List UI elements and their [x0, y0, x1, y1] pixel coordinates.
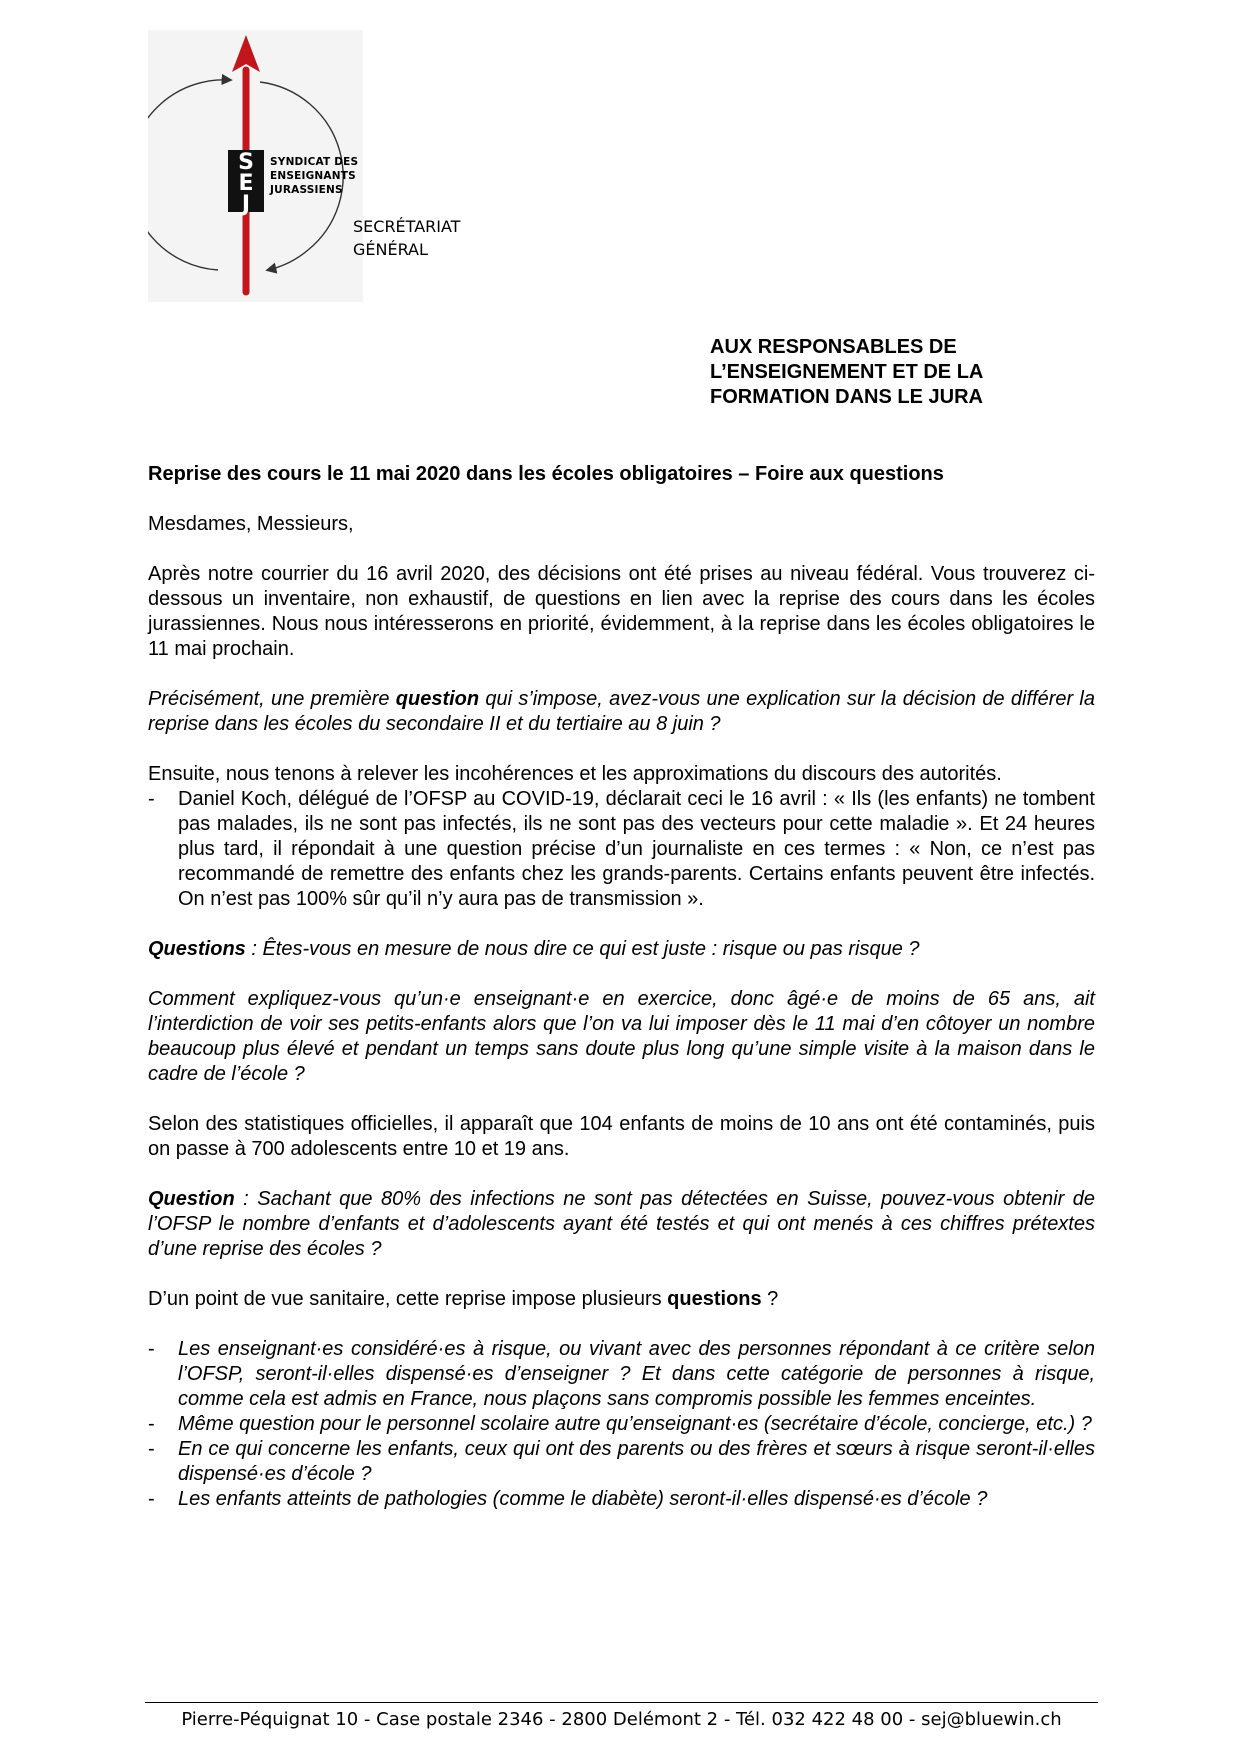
letter-body: [148, 462, 1095, 1512]
union-name-line: ENSEIGNANTS: [270, 170, 356, 182]
paragraph-statistics: Selon des statistiques officielles, il apparaît que 104 enfants de moins de 10 ans ont été contaminés, puis on passe à 700 adolescents entre 10 et 19 ans.: [148, 1113, 1095, 1160]
bullet-dash: -: [148, 1438, 155, 1460]
question-secondary-postponement: [148, 687, 1095, 737]
list-item: [148, 1487, 1095, 1512]
text-run: Précisément, une première: [148, 688, 396, 710]
bold-term: Question: [148, 1188, 235, 1210]
bold-term: questions: [667, 1288, 762, 1310]
list-item-text: Les enfants atteints de pathologies (comme le diabète) seront-il·elles dispensé·es d’école ?: [178, 1488, 988, 1510]
recipient-line: FORMATION DANS LE JURA: [710, 386, 983, 408]
bullet-dash: -: [148, 1413, 155, 1435]
footer-address: Pierre-Péquignat 10 - Case postale 2346 - 2800 Delémont 2 - Tél. 032 422 48 00 - sej@bluewin.ch: [181, 1709, 1062, 1730]
list-item-text: Daniel Koch, délégué de l’OFSP au COVID-19, déclarait ceci le 16 avril : « Ils (les enfants) ne tombent pas malades, ils ne sont pas infectés, ils ne sont pas des vecteurs pour cette maladie ». Et 24 heures plus tard, il répondait à une question précise d’un journaliste en ces termes : « Non, ce n’est pas recommandé de remettre des enfants chez les grands-parents. Certains enfants peuvent être infectés. On n’est pas 100% sûr qu’il n’y aura pas de transmission ».: [178, 788, 1095, 910]
sej-mark: SEJ: [228, 150, 264, 212]
quote-list: [148, 787, 1095, 912]
recipient-line: L’ENSEIGNEMENT ET DE LA: [710, 361, 984, 383]
secretariat-line: GÉNÉRAL: [353, 240, 428, 259]
bold-term: Questions: [148, 938, 246, 960]
circle-arc-top: [148, 80, 230, 270]
list-item: [148, 1337, 1095, 1412]
union-name: [270, 155, 358, 197]
secretariat-line: SECRÉTARIAT: [353, 217, 461, 236]
union-name-line: JURASSIENS: [270, 184, 343, 196]
salutation: Mesdames, Messieurs,: [148, 513, 354, 535]
recipient-address: [710, 335, 983, 410]
recipient-line: AUX RESPONSABLES DE: [710, 336, 957, 358]
list-item: [148, 1412, 1095, 1437]
bullet-dash: -: [148, 788, 155, 810]
list-item-text: Même question pour le personnel scolaire autre qu’enseignant·es (secrétaire d’école, concierge, etc.) ?: [178, 1413, 1092, 1435]
bullet-dash: -: [148, 1488, 155, 1510]
bold-term: question: [395, 688, 480, 710]
list-item: [148, 787, 1095, 912]
text-run: : Êtes-vous en mesure de nous dire ce qui est juste : risque ou pas risque ?: [245, 938, 920, 960]
question-grandchildren: Comment expliquez-vous qu’un·e enseignant·e en exercice, donc âgé·e de moins de 65 ans, ait l’interdiction de voir ses petits-enfants alors que l’on va lui imposer dès le 11 mai d’en côtoyer un nombre beaucoup plus élevé et pendant un temps sans doute plus long qu’une simple visite à la maison dans le cadre de l’école ?: [148, 988, 1095, 1085]
bullet-dash: -: [148, 1338, 155, 1360]
red-arrow-head: [232, 35, 260, 72]
union-name-line: SYNDICAT DES: [270, 156, 359, 168]
list-item: [148, 1437, 1095, 1487]
secretariat-label: [353, 215, 460, 261]
sanitary-questions-list: [148, 1337, 1095, 1512]
letter-subject: Reprise des cours le 11 mai 2020 dans les écoles obligatoires – Foire aux questions: [148, 463, 944, 485]
text-run: D’un point de vue sanitaire, cette reprise impose plusieurs: [148, 1288, 668, 1310]
paragraph-sanitary: [148, 1287, 1095, 1312]
footer-divider: [145, 1702, 1098, 1703]
list-item-text: Les enseignant·es considéré·es à risque, ou vivant avec des personnes répondant à ce critère selon l’OFSP, seront-il·elles dispensé·es d’enseigner ? Et dans cette catégorie de personnes à risque, comme cela est admis en France, nous plaçons sans compromis possible les femmes enceintes.: [178, 1338, 1095, 1410]
circle-arc-end: [268, 250, 308, 270]
text-run: ?: [761, 1288, 779, 1310]
text-run: qui s’impose, avez-vous une explication sur la décision de différer la reprise dans les écoles du secondaire II et du tertiaire au 8 juin ?: [148, 688, 1095, 735]
question-testing: [148, 1187, 1095, 1262]
letterhead-logo: [148, 30, 468, 302]
list-item-text: En ce qui concerne les enfants, ceux qui ont des parents ou des frères et sœurs à risque seront-il·elles dispensé·es d’école ?: [178, 1438, 1095, 1485]
paragraph-incoherences: Ensuite, nous tenons à relever les incohérences et les approximations du discours des autorités.: [148, 763, 1002, 785]
text-run: : Sachant que 80% des infections ne sont pas détectées en Suisse, pouvez-vous obtenir de l’OFSP le nombre d’enfants et d’adolescents ayant été testés et qui ont menés à ces chiffres prétextes d’une reprise des écoles ?: [148, 1188, 1095, 1260]
question-risk: [148, 937, 1095, 962]
paragraph-intro: Après notre courrier du 16 avril 2020, des décisions ont été prises au niveau fédéral. Vous trouverez ci-dessous un inventaire, non exhaustif, de questions en lien avec la reprise des cours dans les écoles jurassiennes. Nous nous intéresserons en priorité, évidemment, à la reprise dans les écoles obligatoires le 11 mai prochain.: [148, 563, 1095, 660]
